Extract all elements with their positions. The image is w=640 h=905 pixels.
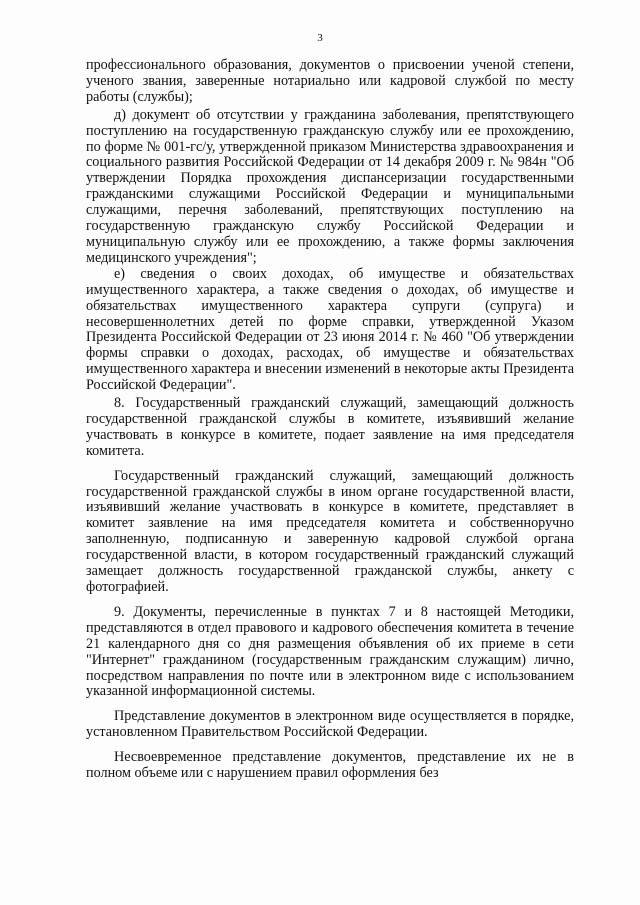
paragraph-electronic-submission: Представление документов в электронном виде осуществляется в порядке, установленном Правительством Российской Федерации. (86, 708, 574, 741)
paragraph-late-submission: Несвоевременное представление документов, представление их не в полном объеме или с нарушением правил оформления без (86, 749, 574, 782)
paragraph-clause-8: 8. Государственный гражданский служащий, замещающий должность государственной гражданской службы в комитете, изъявивший желание участвовать в конкурсе в комитете, подает заявление на имя председателя комитета. (86, 395, 574, 459)
paragraph-item-e-income: е) сведения о своих доходах, об имуществе и обязательствах имущественного характера, а также сведения о доходах, об имуществе и обязательствах имущественного характера супруги (супруга) и несовершеннолетних детей по форме справки, утвержденной Указом Президента Российской Федерации от 23 июня 2014 г. № 460 "Об утверждении формы справки о доходах, расходах, об имуществе и обязательствах имущественного характера и внесении изменений в некоторые акты Президента Российской Федерации". (86, 265, 574, 394)
paragraph-item-d-medical: д) документ об отсутствии у гражданина заболевания, препятствующего поступлению на государственную гражданскую службу или ее прохождению, по форме № 001-гс/у, утвержденной приказом Министерства здравоохранения и социального развития Российской Федерации от 14 декабря 2009 г. № 984н "Об утверждении Порядка прохождения диспансеризации государственными гражданскими служащими Российской Федерации и муниципальными служащими, перечня заболеваний, препятствующих поступлению на государственную гражданскую службу Российской Федерации и муниципальную службу или ее прохождению, а также формы заключения медицинского учреждения"; (86, 106, 574, 266)
page-number: 3 (317, 32, 323, 44)
paragraph-clause-9: 9. Документы, перечисленные в пунктах 7 и 8 настоящей Методики, представляются в отдел правового и кадрового обеспечения комитета в течение 21 календарного дня со дня размещения объявления об их приеме в сети "Интернет" гражданином (государственным гражданским служащим) лично, посредством направления по почте или в электронном виде с использованием указанной информационной системы. (86, 603, 574, 700)
document-body (86, 58, 574, 782)
paragraph-civil-servant-other-body: Государственный гражданский служащий, замещающий должность государственной гражданской службы в ином органе государственной власти, изъявивший желание участвовать в конкурсе в комитете, представляет в комитет заявление на имя председателя комитета и собственноручно заполненную, подписанную и заверенную кадровой службой органа государственной власти, в котором государственный гражданский служащий замещает должность государственной гражданской службы, анкету с фотографией. (86, 467, 574, 595)
paragraph-education-docs: профессионального образования, документов о присвоении ученой степени, ученого звания, заверенные нотариально или кадровой службой по месту работы (службы); (86, 57, 574, 105)
